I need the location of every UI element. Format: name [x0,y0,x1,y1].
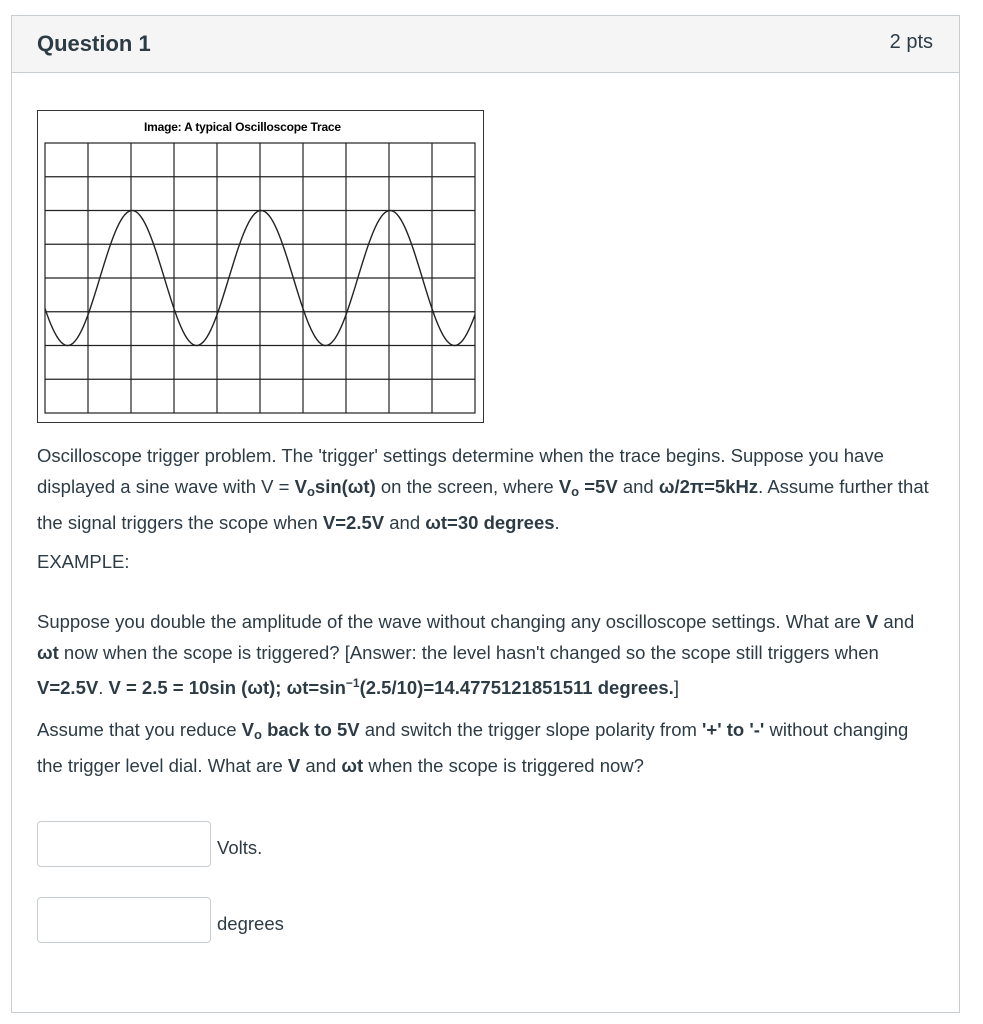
figure-caption: Image: A typical Oscilloscope Trace [144,120,341,134]
volts-label: Volts. [217,837,263,858]
example-text: Suppose you double the amplitude of the wave without changing any oscilloscope settings. What are V and ωt now when the scope is triggered? [Answer: the level hasn't changed so the scope still triggers when V=2.5V. V = 2.5 = 10sin (ωt); $\omega t=\sin^{-1}(2.5/10)=14.4775121851511$ degrees.] [37,611,915,698]
oscilloscope-image [37,110,484,423]
question-title: Question 1 [37,31,151,56]
volts-answer-input[interactable] [37,821,211,867]
degrees-label: degrees [217,913,284,934]
question-text: Assume that you reduce $V_o$ back to 5V and switch the trigger slope polarity from '+' to '-' without changing the trigger level dial. What are V and ωt when the scope is triggered now? [37,719,909,776]
example-heading: EXAMPLE: [37,551,130,572]
problem-statement: Oscilloscope trigger problem. The 'trigger' settings determine when the trace begins. Suppose you have displayed a sine wave with $V = V_o\sin(\omega t)$ on the screen, where $V_o =5V$ and ω/2π=5kHz. Assume further that the signal triggers the scope when V=2.5V and ωt=30 degrees. [37,445,929,533]
question-card [11,15,960,1013]
question-points: 2 pts [889,31,933,53]
oscilloscope-trace-graphic [38,111,485,424]
question-header [12,16,959,73]
degrees-answer-input[interactable] [37,897,211,943]
